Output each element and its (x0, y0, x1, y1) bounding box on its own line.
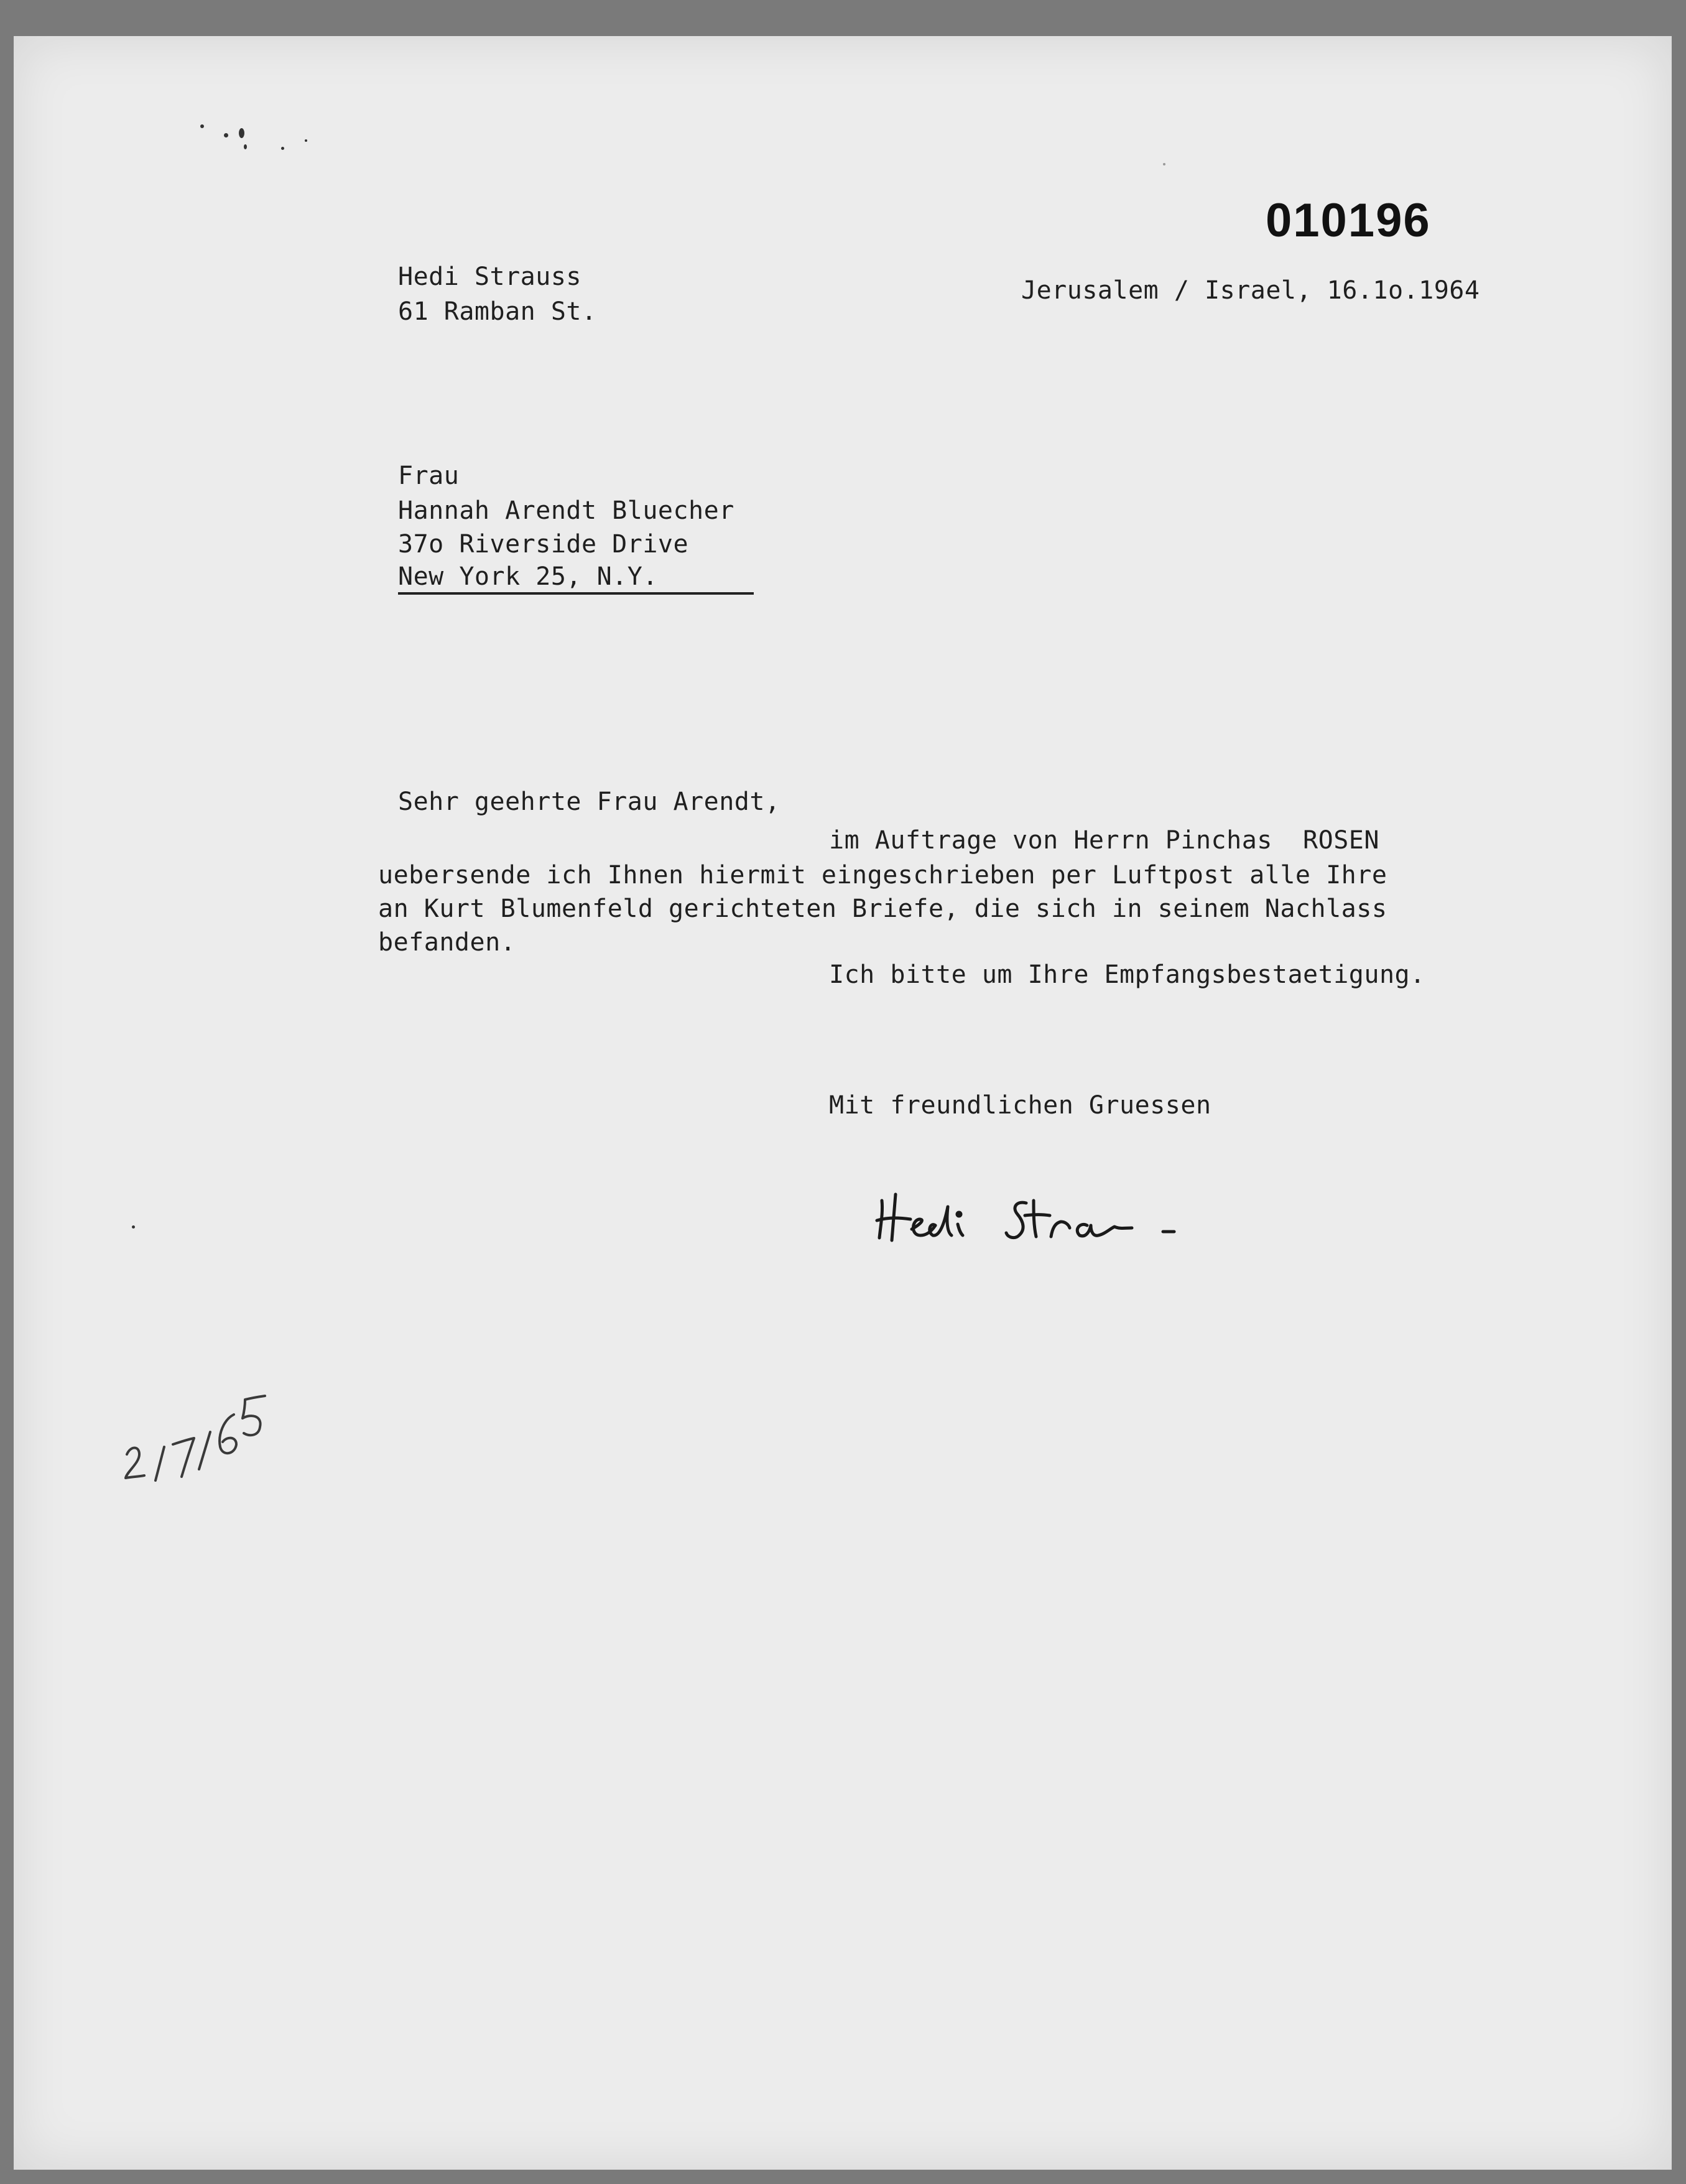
handwritten-date-note (118, 1375, 305, 1499)
sender-street: 61 Ramban St. (398, 297, 597, 326)
scan-speck (224, 133, 228, 137)
body-line: befanden. (378, 928, 516, 957)
scan-speck (305, 139, 307, 142)
scan-speck (200, 124, 204, 128)
document-number: 010196 (1266, 194, 1431, 247)
recipient-title: Frau (398, 462, 460, 490)
recipient-city: New York 25, N.Y. (398, 562, 658, 591)
scan-speck (1163, 163, 1165, 165)
request-line: Ich bitte um Ihre Empfangsbestaetigung. (829, 960, 1425, 989)
recipient-street: 37o Riverside Drive (398, 530, 689, 559)
scan-speck (239, 128, 244, 138)
closing: Mit freundlichen Gruessen (829, 1091, 1211, 1120)
scan-speck (281, 147, 284, 150)
scan-speck (244, 144, 247, 149)
body-line: im Auftrage von Herrn Pinchas ROSEN (829, 826, 1379, 855)
sender-name: Hedi Strauss (398, 263, 581, 291)
body-line: uebersende ich Ihnen hiermit eingeschrieben per Luftpost alle Ihre (378, 861, 1387, 890)
salutation: Sehr geehrte Frau Arendt, (398, 788, 780, 816)
scan-speck (132, 1225, 135, 1229)
place-date: Jerusalem / Israel, 16.1o.1964 (1021, 276, 1480, 305)
handwritten-signature (871, 1176, 1194, 1250)
address-underline (398, 592, 754, 595)
recipient-name: Hannah Arendt Bluecher (398, 496, 734, 525)
body-line: an Kurt Blumenfeld gerichteten Briefe, die sich in seinem Nachlass (378, 895, 1387, 923)
